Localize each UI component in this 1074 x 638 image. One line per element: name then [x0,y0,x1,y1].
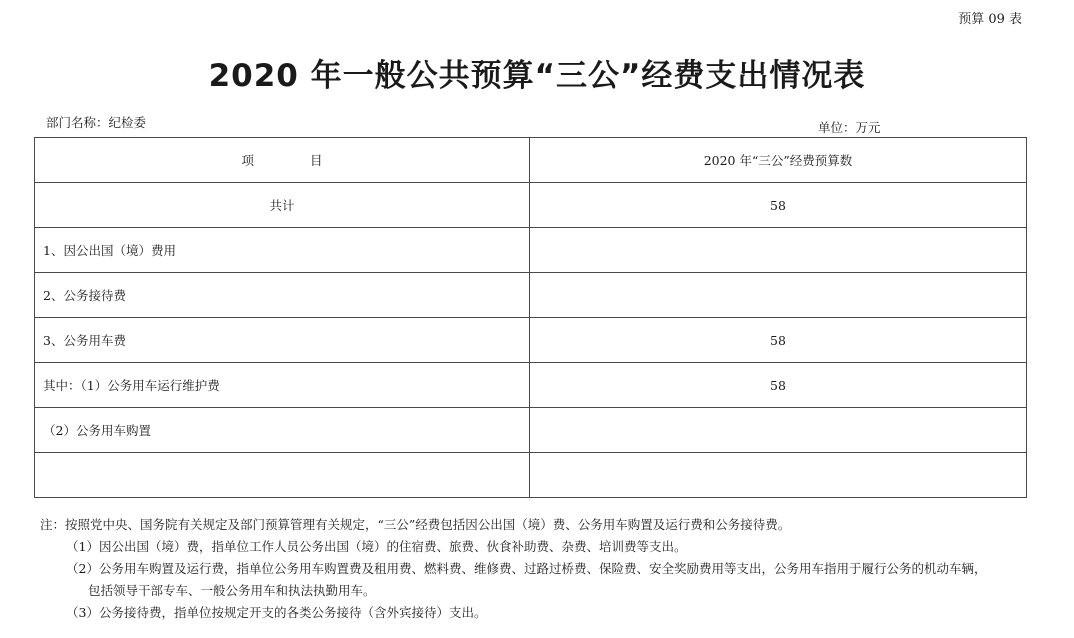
row-value-vehicle-purchase [530,408,1027,453]
department-name: 部门名称：纪检委 [46,115,147,130]
row-item-total: 共计 [35,183,530,228]
row-value-reception [530,273,1027,318]
table-row [35,363,1027,408]
budget-table [34,137,1027,498]
note-1: （1）因公出国（境）费，指单位工作人员公务出国（境）的住宿费、旅费、伙食补助费、杂费、培训费等支出。 [66,539,687,554]
note-main: 注：按照党中央、国务院有关规定及部门预算管理有关规定，“三公”经费包括因公出国（境）费、公务用车购置及运行费和公务接待费。 [40,517,791,532]
table-header-row [35,138,1027,183]
row-item-empty [35,453,530,498]
notes [40,514,986,624]
row-value-overseas [530,228,1027,273]
page-title: 2020 年一般公共预算“三公”经费支出情况表 [208,58,866,94]
header-budget: 2020 年“三公”经费预算数 [530,138,1027,183]
row-value-empty [530,453,1027,498]
note-3: （3）公务接待费，指单位按规定开支的各类公务接待（含外宾接待）支出。 [66,605,487,620]
table-row [35,408,1027,453]
table-row [35,453,1027,498]
header-item: 项 目 [35,138,530,183]
table-row [35,318,1027,363]
form-number: 预算 09 表 [958,12,1022,27]
note-2: （2）公务用车购置及运行费，指单位公务用车购置费及租用费、燃料费、维修费、过路过桥费、保险费、安全奖励费用等支出，公务用车指用于履行公务的机动车辆， [66,561,987,576]
row-item-vehicle: 3、公务用车费 [35,318,530,363]
row-value-vehicle-operation: 58 [530,363,1027,408]
table-row [35,273,1027,318]
table-row [35,183,1027,228]
row-value-total: 58 [530,183,1027,228]
note-2-continued: 包括领导干部专车、一般公务用车和执法执勤用车。 [88,583,376,598]
row-item-vehicle-purchase: （2）公务用车购置 [35,408,530,453]
row-item-overseas: 1、因公出国（境）费用 [35,228,530,273]
unit-label: 单位：万元 [818,120,881,135]
row-item-reception: 2、公务接待费 [35,273,530,318]
table-row [35,228,1027,273]
row-item-vehicle-operation: 其中：（1）公务用车运行维护费 [35,363,530,408]
row-value-vehicle: 58 [530,318,1027,363]
